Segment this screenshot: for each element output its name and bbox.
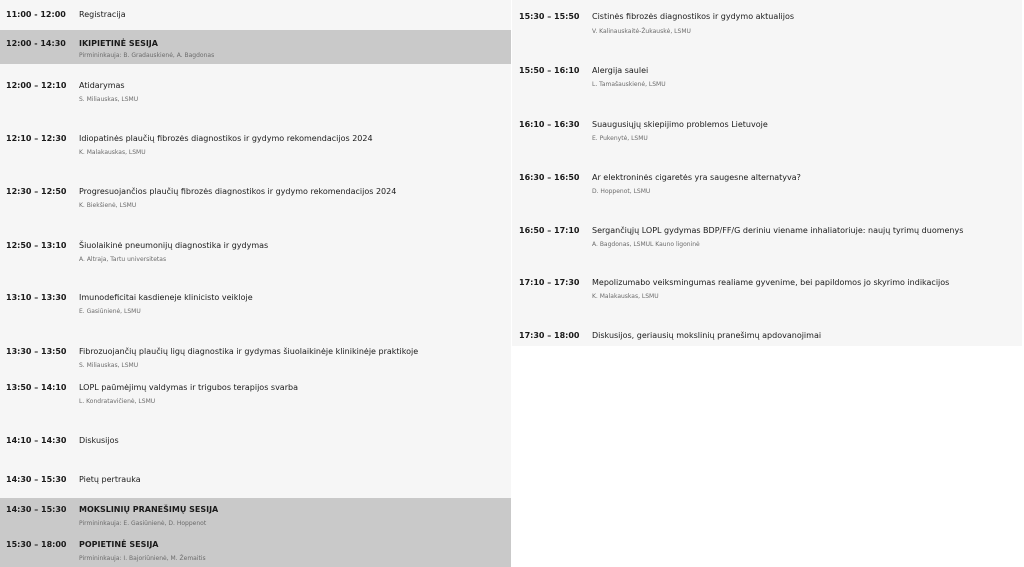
talk-title: Sergančiųjų LOPL gydymas BDP/FF/G deriniu viename inhaliatoriuje: naujų tyrimų duomenys [592, 226, 964, 235]
time-slot: 12:50 – 13:10 [6, 241, 67, 250]
session-chairs: Pirmininkauja: B. Gradauskienė, A. Bagdonas [79, 52, 215, 59]
time-slot: 11:00 - 12:00 [6, 10, 66, 19]
schedule-row [512, 0, 1022, 58]
speaker-name: A. Altraja, Tartu universitetas [79, 256, 167, 263]
session-chairs: Pirmininkauja: I. Bajoriūnienė, M. Žemaitis [79, 555, 206, 562]
schedule-row [512, 266, 1022, 322]
speaker-name: L. Kondratavičienė, LSMU [79, 398, 156, 405]
schedule-row [0, 227, 511, 277]
speaker-name: K. Biekšienė, LSMU [79, 202, 137, 209]
schedule-row [512, 160, 1022, 214]
time-slot: 12:00 - 14:30 [6, 39, 66, 48]
session-title: POPIETINĖ SESIJA [79, 540, 159, 549]
session-row [0, 533, 511, 567]
time-slot: 15:30 – 18:00 [6, 540, 67, 549]
schedule-row [0, 380, 511, 426]
speaker-name: E. Pukenytė, LSMU [592, 135, 648, 142]
time-slot: 16:50 – 17:10 [519, 226, 580, 235]
time-slot: 12:00 – 12:10 [6, 81, 67, 90]
talk-title: Šiuolaikinė pneumonijų diagnostika ir gydymas [79, 241, 269, 250]
time-slot: 17:10 – 17:30 [519, 278, 580, 287]
schedule-row [512, 108, 1022, 160]
time-slot: 16:30 – 16:50 [519, 173, 580, 182]
schedule-row [0, 426, 511, 468]
time-slot: 14:30 – 15:30 [6, 505, 67, 514]
time-slot: 14:30 – 15:30 [6, 475, 67, 484]
talk-title: LOPL paūmėjimų valdymas ir trigubos terapijos svarba [79, 383, 298, 392]
session-title: IKIPIETINĖ SESIJA [79, 39, 158, 48]
session-chairs: Pirmininkauja: E. Gasiūnienė, D. Hoppenot [79, 520, 207, 527]
time-slot: 14:10 – 14:30 [6, 436, 67, 445]
talk-title: Mepolizumabo veiksmingumas realiame gyvenime, bei papildomos jo skyrimo indikacijos [592, 278, 950, 287]
time-slot: 12:30 – 12:50 [6, 187, 67, 196]
time-slot: 13:50 – 14:10 [6, 383, 67, 392]
talk-title: Diskusijos, geriausių mokslinių pranešimų apdovanojimai [592, 331, 822, 340]
time-slot: 12:10 – 12:30 [6, 134, 67, 143]
time-slot: 13:10 – 13:30 [6, 293, 67, 302]
schedule-row [512, 322, 1022, 346]
time-slot: 15:30 – 15:50 [519, 12, 580, 21]
talk-title: Registracija [79, 10, 126, 19]
speaker-name: L. Tamašauskienė, LSMU [592, 81, 666, 88]
talk-title: Fibrozuojančių plaučių ligų diagnostika ir gydymas šiuolaikinėje klinikinėje praktikoje [79, 347, 419, 356]
speaker-name: S. Miliauskas, LSMU [79, 362, 139, 369]
schedule-row [0, 120, 511, 172]
talk-title: Idiopatinės plaučių fibrozės diagnostikos ir gydymo rekomendacijos 2024 [79, 134, 373, 143]
talk-title: Diskusijos [79, 436, 119, 445]
schedule-column-left [0, 0, 511, 567]
schedule-row [512, 58, 1022, 108]
schedule-row [0, 277, 511, 332]
schedule-row [0, 64, 511, 120]
time-slot: 16:10 – 16:30 [519, 120, 580, 129]
schedule-row [0, 468, 511, 498]
schedule-column-right [512, 0, 1022, 346]
speaker-name: A. Bagdonas, LSMUL Kauno ligoninė [592, 241, 700, 248]
speaker-name: V. Kalinauskaitė-Žukauskė, LSMU [592, 28, 691, 35]
time-slot: 17:30 – 18:00 [519, 331, 580, 340]
speaker-name: S. Miliauskas, LSMU [79, 96, 139, 103]
talk-title: Progresuojančios plaučių fibrozės diagnostikos ir gydymo rekomendacijos 2024 [79, 187, 397, 196]
session-row [0, 498, 511, 533]
session-row [0, 30, 511, 64]
talk-title: Pietų pertrauka [79, 475, 141, 484]
schedule-row [512, 214, 1022, 266]
talk-title: Alergija saulei [592, 66, 649, 75]
schedule-row [0, 0, 511, 30]
speaker-name: K. Malakauskas, LSMU [592, 293, 659, 300]
speaker-name: D. Hoppenot, LSMU [592, 188, 651, 195]
talk-title: Atidarymas [79, 81, 125, 90]
talk-title: Imunodeficitai kasdieneje klinicisto veikloje [79, 293, 253, 302]
time-slot: 13:30 – 13:50 [6, 347, 67, 356]
time-slot: 15:50 – 16:10 [519, 66, 580, 75]
session-title: MOKSLINIŲ PRANEŠIMŲ SESIJA [79, 505, 219, 514]
talk-title: Cistinės fibrozės diagnostikos ir gydymo aktualijos [592, 12, 795, 21]
schedule-row [0, 172, 511, 227]
schedule-row [0, 332, 511, 380]
talk-title: Suaugusiųjų skiepijimo problemos Lietuvoje [592, 120, 768, 129]
speaker-name: E. Gasiūnienė, LSMU [79, 308, 141, 315]
talk-title: Ar elektroninės cigaretės yra saugesne alternatyva? [592, 173, 801, 182]
speaker-name: K. Malakauskas, LSMU [79, 149, 146, 156]
